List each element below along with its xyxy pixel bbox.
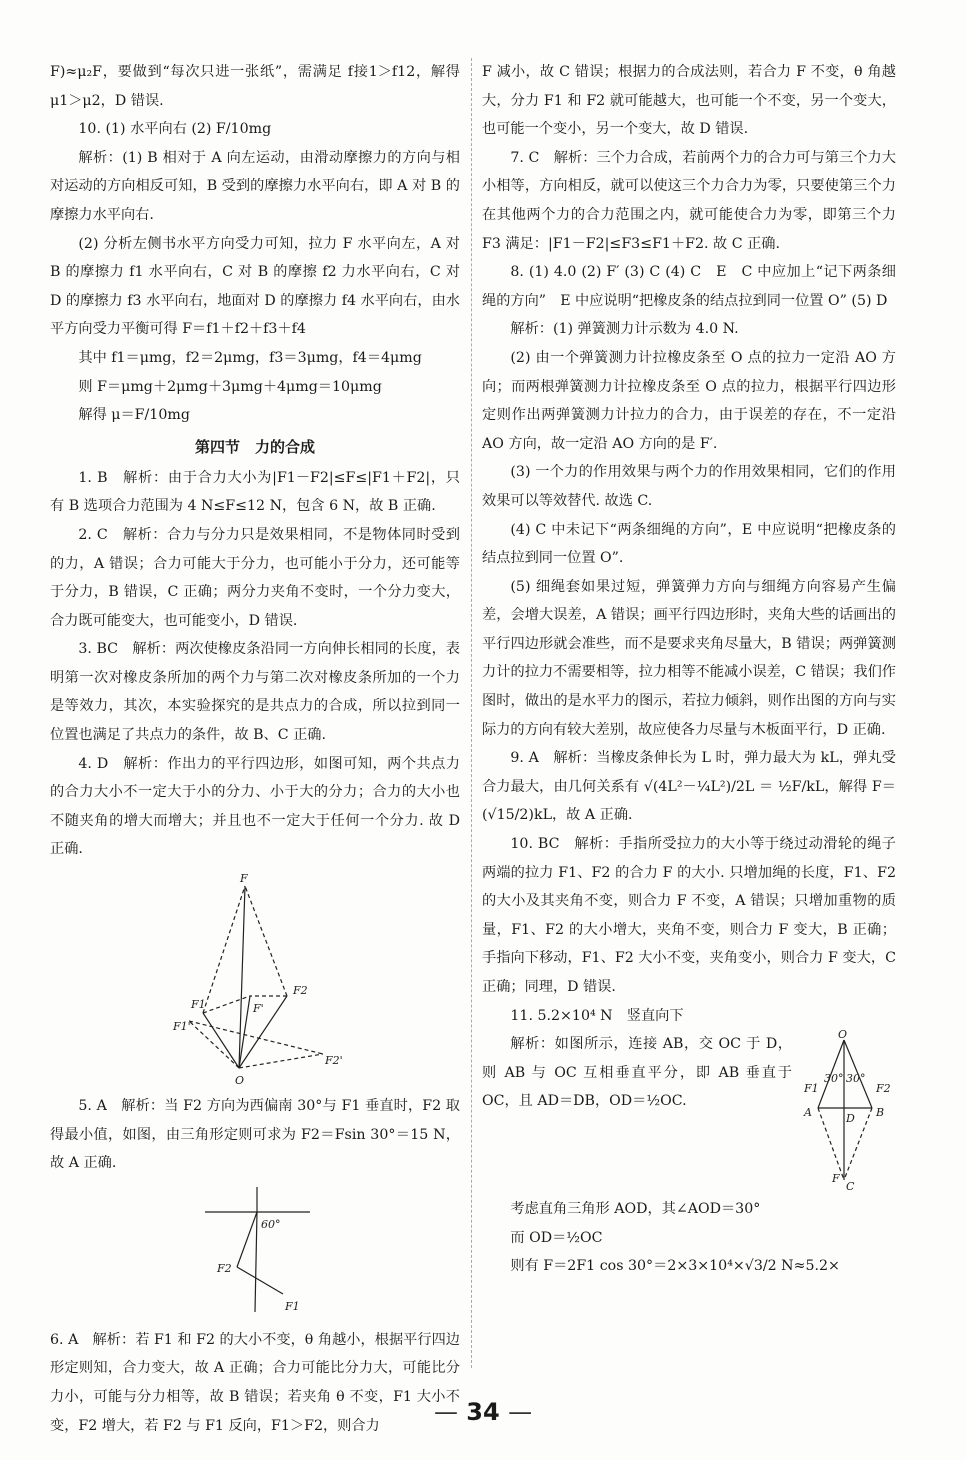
paragraph: (2) 由一个弹簧测力计拉橡皮条至 O 点的拉力一定沿 AO 方向；而两根弹簧测力计拉橡皮条至 O 点的拉力，根据平行四边形定则作出两弹簧测力计拉力的合力，由于误差的存在，不一定沿 AO 方向，故一定沿 AO 方向的是 F′.	[482, 349, 896, 452]
paragraph: 5. A 解析：当 F2 方向为西偏南 30°与 F1 垂直时，F2 取得最小值，如图，由三角形定则可求为 F2＝Fsin 30°＝15 N，故 A 正确.	[50, 1098, 460, 1172]
paragraph: (2) 分析左侧书水平方向受力可知，拉力 F 水平向左，A 对 B 的摩擦力 f1 水平向右，C 对 B 的摩擦 f2 力水平向右，C 对 D 的摩擦力 f3 水平向右，地面对 D 的摩擦力 f4 水平向右，由水平方向受力平衡可得 F＝f1＋f2＋f3＋f4	[50, 235, 460, 338]
page-number: 34	[466, 1398, 500, 1426]
label-60-degree: 60°	[261, 1217, 281, 1231]
paragraph: 解析：(1) 弹簧测力计示数为 4.0 N.	[510, 321, 739, 338]
paragraph-with-figure	[482, 1030, 896, 1195]
section-heading: 第四节 力的合成	[194, 437, 315, 456]
force-triangle-diagram	[195, 1182, 315, 1322]
label-F1: F1	[804, 1082, 819, 1096]
force-line	[239, 886, 245, 1068]
paragraph: 解析：(1) B 相对于 A 向左运动，由滑动摩擦力的方向与相对运动的方向相反可知，B 受到的摩擦力水平向右，即 A 对 B 的摩擦力水平向右.	[50, 149, 460, 223]
paragraph: 考虑直角三角形 AOD，其∠AOD＝30°	[510, 1201, 761, 1218]
label-F2: F2	[217, 1261, 232, 1275]
label-F2: F2	[293, 984, 308, 998]
label-F1-prime: F1'	[173, 1020, 191, 1034]
force-parallelogram-diagram	[155, 868, 355, 1088]
f1-line	[237, 1267, 283, 1294]
paragraph: 解析：如图所示，连接 AB，交 OC 于 D，则 AB 与 OC 互相垂直平分，即 AB 垂直于 OC，且 AD＝DB，OD＝½OC.	[482, 1036, 792, 1110]
label-F2-prime: F2'	[325, 1054, 343, 1068]
paragraph: 4. D 解析：作出力的平行四边形，如图可知，两个共点力的合力大小不一定大于小的分力、小于大的分力；合力的大小也不随夹角的增大而增大；并且也不一定大于任何一个分力. 故 D 正确.	[50, 755, 460, 858]
right-column	[482, 58, 896, 1281]
force-line	[239, 1054, 323, 1068]
label-F1: F1	[191, 998, 206, 1012]
rhombus-force-diagram	[796, 1030, 896, 1195]
label-F-prime: F'	[253, 1002, 264, 1016]
column-divider	[471, 58, 472, 1368]
left-column	[50, 58, 460, 1440]
label-O: O	[838, 1030, 848, 1042]
force-line	[203, 996, 250, 1013]
force-line	[203, 1013, 239, 1068]
resultant-line	[255, 1212, 257, 1312]
label-F: F	[240, 872, 248, 886]
paragraph: (5) 细绳套如果过短，弹簧弹力方向与细绳方向容易产生偏差，会增大误差，A 错误；画平行四边形时，夹角大些的话画出的平行四边形就会准些，而不是要求夹角尽量大，B 错误；两弹簧测力计的拉力不需要相等，拉力相等不能减小误差，C 错误；我们作图时，做出的是水平力的图示，若拉力倾斜，则作出图的方向与实际力的方向有较大差别，故应使各力尽量与木板面平行，D 正确.	[482, 578, 896, 738]
paragraph: 其中 f1＝μmg，f2＝2μmg，f3＝3μmg，f4＝4μmg	[78, 349, 422, 366]
label-F2: F2	[876, 1082, 891, 1096]
label-F: F	[832, 1172, 840, 1186]
paragraph: 则有 F＝2F1 cos 30°＝2×3×10⁴×√3/2 N≈5.2×	[510, 1258, 840, 1275]
label-O: O	[235, 1074, 245, 1088]
paragraph: 6. A 解析：若 F1 和 F2 的大小不变，θ 角越小，根据平行四边形定则知，合力变大，故 A 正确；合力可能比分力大，可能比分力小，可能与分力相等，故 B 错误；若夹角 θ 不变，F1 大小不变，F2 增大，若 F2 与 F1 反向，F1＞F2，则合力	[50, 1331, 460, 1434]
label-B: B	[876, 1106, 885, 1120]
paragraph: 7. C 解析：三个力合成，若前两个力的合力可与第三个力大小相等，方向相反，就可以使这三个力合力为零，只要使第三个力在其他两个力的合力范围之内，就可能使合力为零，即第三个力 F3 满足：|F1－F2|≤F3≤F1＋F2. 故 C 正确.	[482, 149, 896, 252]
paragraph: (3) 一个力的作用效果与两个力的作用效果相同，它们的作用效果可以等效替代. 故选 C.	[482, 464, 896, 509]
paragraph: F 减小，故 C 错误；根据力的合成法则，若合力 F 不变，θ 角越大，分力 F1 和 F2 就可能越大，也可能一个不变，另一个变大，也可能一个变小，另一个变大，故 D 错误.	[482, 64, 896, 138]
paragraph: 而 OD＝½OC	[510, 1229, 603, 1246]
force-line	[189, 1021, 239, 1068]
paragraph: 8. (1) 4.0 (2) F′ (3) C (4) C E C 中应加上“记下两条细绳的方向” E 中应说明“把橡皮条的结点拉到同一位置 O” (5) D	[482, 264, 896, 309]
paragraph: (4) C 中未记下“两条细绳的方向”，E 中应说明“把橡皮条的结点拉到同一位置 O”.	[482, 521, 896, 567]
paragraph: 11. 5.2×10⁴ N 竖直向下	[510, 1007, 684, 1024]
label-F1: F1	[285, 1299, 300, 1313]
force-line	[189, 1021, 323, 1054]
force-line	[245, 886, 287, 996]
label-D: D	[846, 1112, 855, 1126]
paragraph: 3. BC 解析：两次使橡皮条沿同一方向伸长相同的长度，表明第一次对橡皮条所加的两个力与第二次对橡皮条所加的一个力是等效力，其次，本实验探究的是共点力的合成，所以拉到同一位置也满足了共点力的条件，故 B、C 正确.	[50, 641, 460, 744]
paragraph: 则 F＝μmg＋2μmg＋3μmg＋4μmg＝10μmg	[78, 378, 382, 395]
label-C: C	[846, 1180, 855, 1194]
rhombus-line	[818, 1108, 844, 1180]
paragraph: F)≈μ₂F，要做到“每次只进一张纸”，需满足 f接1＞f12，解得 μ1＞μ2，D 错误.	[50, 64, 460, 109]
page-footer: — 34 —	[433, 1398, 533, 1426]
paragraph: 1. B 解析：由于合力大小为|F1－F2|≤F≤|F1＋F2|，只有 B 选项合力范围为 4 N≤F≤12 N，包含 6 N，故 B 正确.	[50, 469, 460, 515]
label-angle-right: 30°	[846, 1072, 866, 1086]
f2-line	[237, 1212, 257, 1267]
paragraph: 2. C 解析：合力与分力只是效果相同，不是物体同时受到的力，A 错误；合力可能大于分力，也可能小于分力，还可能等于分力，B 错误，C 正确；两分力夹角不变时，一个分力变大，合力既可能变大，也可能变小，D 错误.	[50, 526, 460, 629]
label-A: A	[804, 1106, 812, 1120]
paragraph: 解得 μ＝F/10mg	[78, 407, 190, 424]
paragraph: 10. BC 解析：手指所受拉力的大小等于绕过动滑轮的绳子两端的拉力 F1、F2 的合力 F 的大小. 只增加绳的长度，F1、F2 的大小及其夹角不变，则合力 F 不变，A 错误；只增加重物的质量，F1、F2 的大小增大，夹角不变，则合力 F 变大，B 正确；手指向下移动，F1、F2 大小不变，夹角变小，则合力 F 变大，C 正确；同理，D 错误.	[482, 836, 896, 995]
force-line	[203, 886, 245, 1013]
paragraph: 10. (1) 水平向右 (2) F/10mg	[78, 121, 272, 138]
label-angle-left: 30°	[824, 1072, 844, 1086]
paragraph: 9. A 解析：当橡皮条伸长为 L 时，弹力最大为 kL，弹丸受合力最大，由几何关系有 √(4L²－¼L²)/2L ＝ ½F/kL，解得 F＝(√15/2)kL，故 A 正确.	[482, 750, 896, 824]
